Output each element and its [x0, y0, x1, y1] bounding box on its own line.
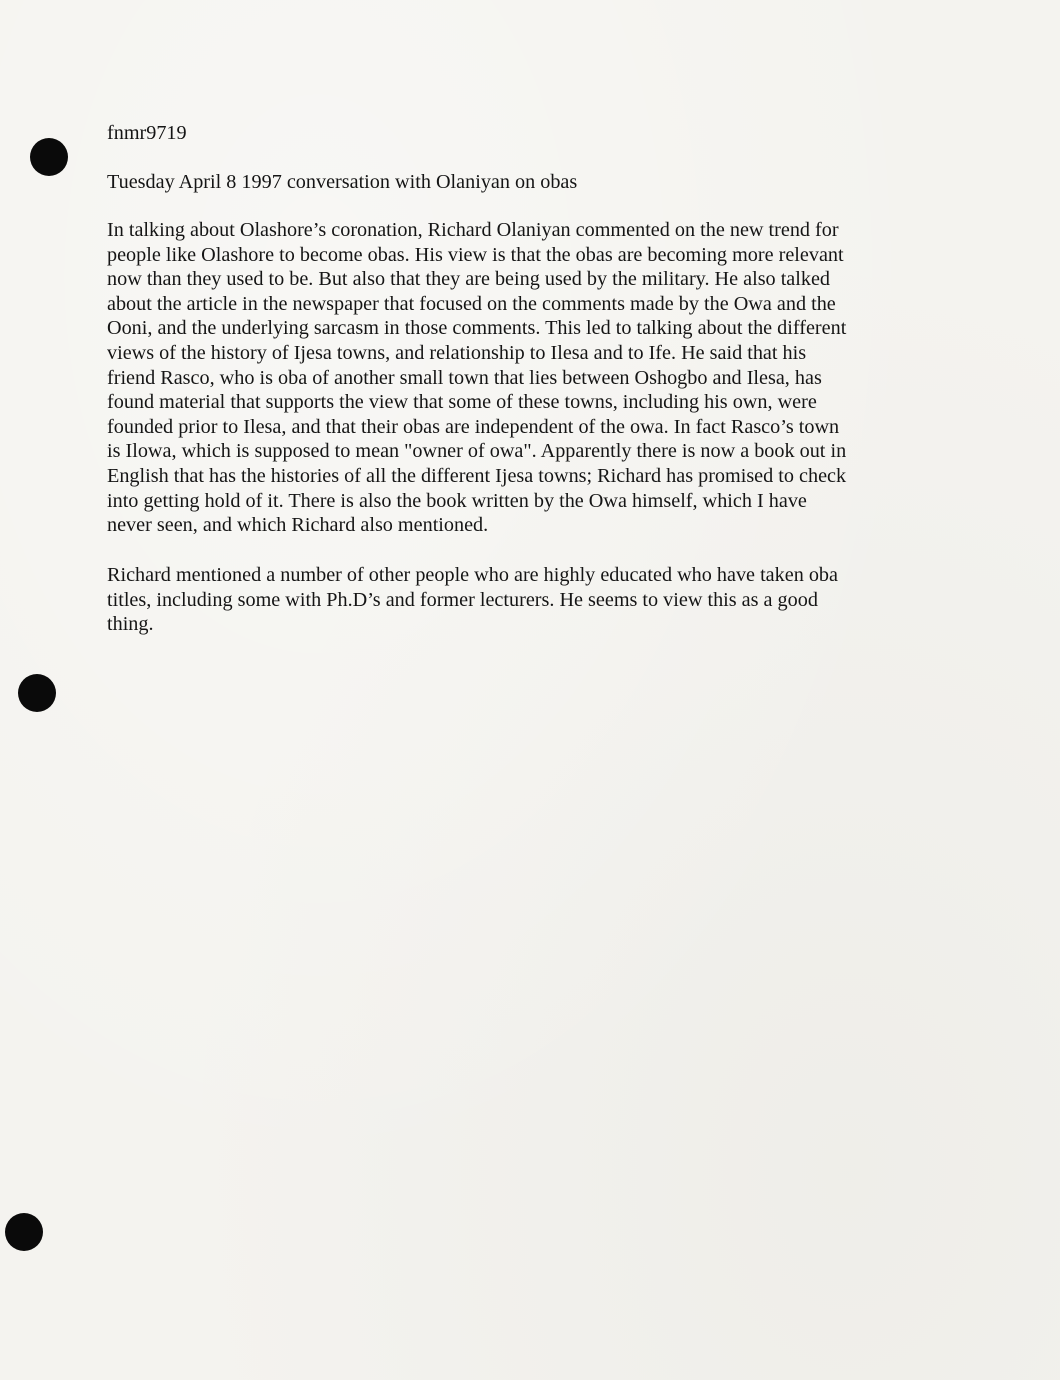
paragraph-line: thing. — [107, 613, 154, 636]
punch-hole — [5, 1213, 43, 1251]
paragraph-line: now than they used to be. But also that they are being used by the military. He also talked — [107, 268, 831, 291]
paragraph-line: found material that supports the view that some of these towns, including his own, were — [107, 391, 817, 414]
paragraph-line: In talking about Olashore’s coronation, Richard Olaniyan commented on the new trend for — [107, 219, 839, 241]
document-heading: Tuesday April 8 1997 conversation with Olaniyan on obas — [107, 171, 578, 193]
paragraph-line: into getting hold of it. There is also the book written by the Owa himself, which I have — [107, 489, 807, 512]
paragraph-line: Richard mentioned a number of other people who are highly educated who have taken oba — [107, 564, 838, 586]
paragraph-line: Ooni, and the underlying sarcasm in those comments. This led to talking about the different — [107, 317, 847, 340]
paragraph-line: is Ilowa, which is supposed to mean "owner of owa". Apparently there is now a book out in — [107, 440, 847, 463]
paragraph-line: friend Rasco, who is oba of another small town that lies between Oshogbo and Ilesa, has — [107, 366, 822, 389]
paragraph-line: English that has the histories of all the different Ijesa towns; Richard has promised to check — [107, 464, 847, 487]
punch-hole — [30, 138, 68, 176]
document-id: fnmr9719 — [107, 122, 187, 144]
paragraph-line: founded prior to Ilesa, and that their obas are independent of the owa. In fact Rasco’s town — [107, 415, 840, 438]
paragraph-line: about the article in the newspaper that focused on the comments made by the Owa and the — [107, 292, 836, 315]
paragraph-line: never seen, and which Richard also mentioned. — [107, 514, 489, 537]
paragraph-line: people like Olashore to become obas. His view is that the obas are becoming more relevant — [107, 243, 844, 266]
paragraph-line: views of the history of Ijesa towns, and relationship to Ilesa and to Ife. He said that his — [107, 341, 807, 364]
paragraph-2 — [107, 563, 937, 637]
paragraph-1 — [107, 218, 937, 538]
punch-hole — [18, 674, 56, 712]
paragraph-line: titles, including some with Ph.D’s and former lecturers. He seems to view this as a good — [107, 588, 818, 611]
